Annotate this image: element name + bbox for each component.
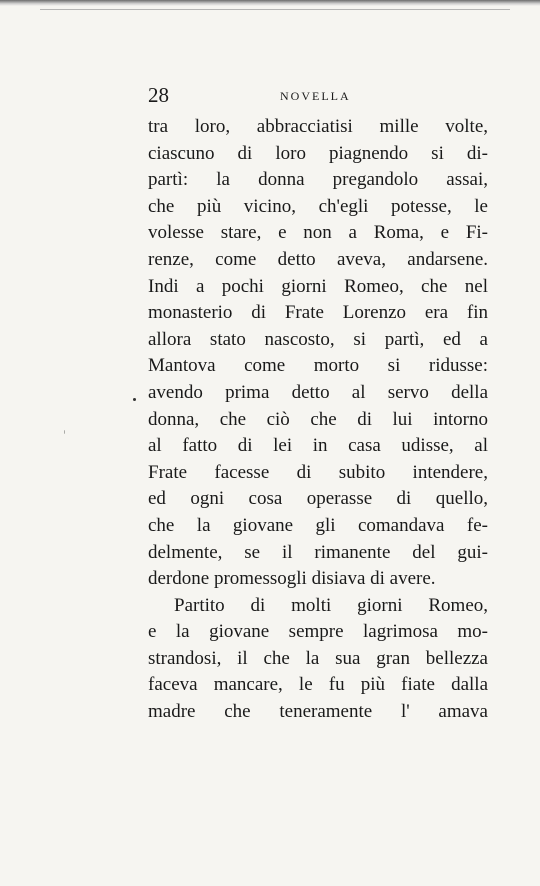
text-line: volesse stare, e non a Roma, e Fi- (148, 222, 488, 244)
text-line: Indi a pochi giorni Romeo, che nel (148, 275, 488, 297)
text-line: monasterio di Frate Lorenzo era fin (148, 302, 488, 324)
ink-speck (133, 398, 136, 401)
text-line: al fatto di lei in casa udisse, al (148, 435, 488, 457)
text-line: ed ogni cosa operasse di quello, (148, 488, 488, 510)
text-line: che più vicino, ch'egli potesse, le (148, 195, 488, 217)
text-line: Mantova come morto si ridusse: (148, 355, 488, 377)
text-line: ciascuno di loro piagnendo si di- (148, 142, 488, 164)
text-line: faceva mancare, le fu più fiate dalla (148, 674, 488, 696)
text-line: madre che teneramente l' amava (148, 701, 488, 723)
text-line: donna, che ciò che di lui intorno (148, 408, 488, 430)
text-line: allora stato nascosto, si partì, ed a (148, 328, 488, 350)
text-line: renze, come detto aveva, andarsene. (148, 248, 488, 270)
page-number: 28 (148, 83, 169, 107)
text-line: avendo prima detto al servo della (148, 381, 488, 403)
text-line: partì: la donna pregandolo assai, (148, 169, 488, 191)
text-line: delmente, se il rimanente del gui- (148, 541, 488, 563)
ink-speck (64, 430, 65, 434)
text-line: che la giovane gli comandava fe- (148, 514, 488, 536)
text-line: Frate facesse di subito intendere, (148, 461, 488, 483)
text-line: strandosi, il che la sua gran bellezza (148, 647, 488, 669)
text-line: e la giovane sempre lagrimosa mo- (148, 621, 488, 643)
text-line-paragraph-start: Partito di molti giorni Romeo, (174, 594, 488, 616)
body-text (148, 114, 488, 726)
page-top-shadow (0, 0, 540, 6)
text-line: tra loro, abbracciatisi mille volte, (148, 116, 488, 137)
page-top-rule (40, 9, 510, 10)
text-line: derdone promessogli disiava di avere. (148, 568, 436, 590)
page-header (148, 84, 488, 106)
running-head: NOVELLA (280, 89, 351, 103)
